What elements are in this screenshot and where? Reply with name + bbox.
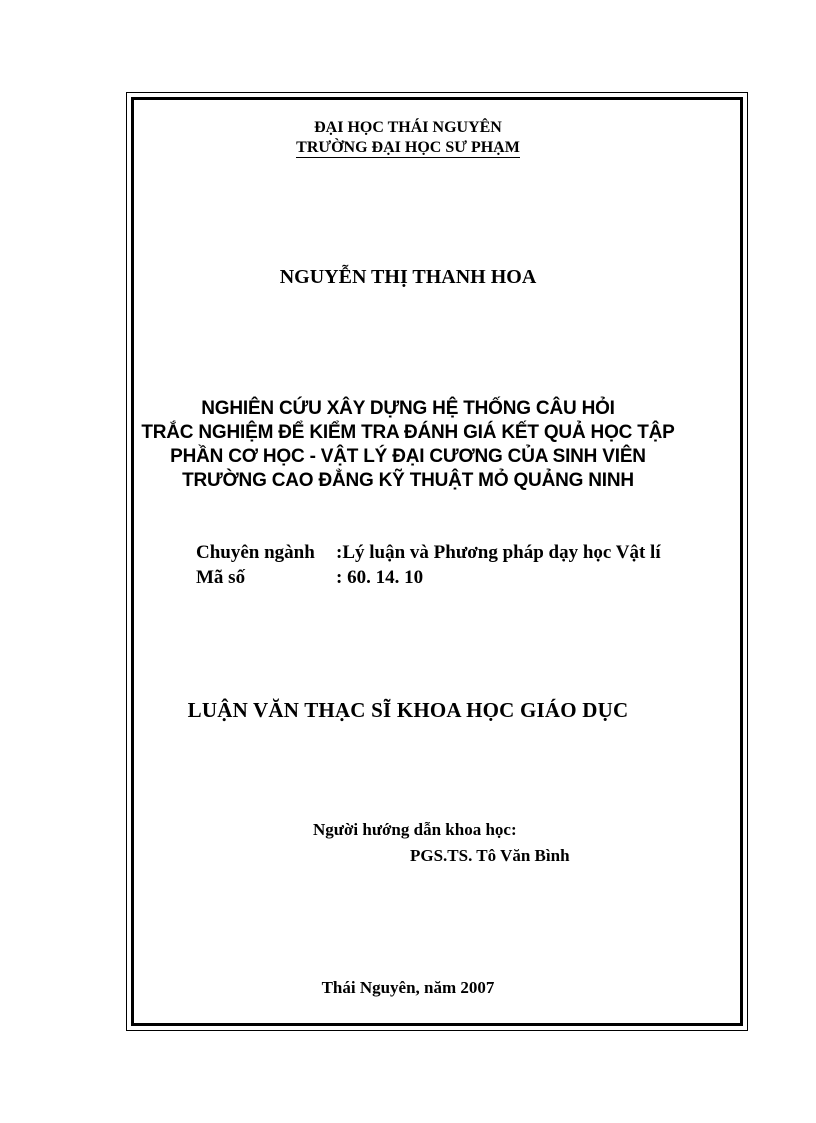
thesis-title-line-2: TRẮC NGHIỆM ĐỂ KIỂM TRA ĐÁNH GIÁ KẾT QUẢ HỌC TẬP (141, 422, 675, 443)
code-value: : 60. 14. 10 (336, 567, 424, 588)
program-info (196, 540, 661, 590)
code-label: Mã số (196, 567, 246, 588)
institution-header (0, 118, 816, 158)
thesis-title-line-3: PHẦN CƠ HỌC - VẬT LÝ ĐẠI CƯƠNG CỦA SINH VIÊN (170, 446, 646, 467)
supervisor-block (313, 817, 570, 869)
supervisor-name: PGS.TS. Tô Văn Bình (410, 846, 570, 865)
author-name: NGUYỄN THỊ THANH HOA (279, 266, 537, 288)
degree-title: LUẬN VĂN THẠC SĨ KHOA HỌC GIÁO DỤC (187, 698, 629, 722)
school-name: TRƯỜNG ĐẠI HỌC SƯ PHẠM (296, 139, 520, 156)
code-row (196, 565, 661, 590)
place-year: Thái Nguyên, năm 2007 (321, 978, 495, 997)
major-row (196, 540, 661, 565)
thesis-title-line-1: NGHIÊN CỨU XÂY DỰNG HỆ THỐNG CÂU HỎI (201, 398, 615, 419)
major-value: :Lý luận và Phương pháp dạy học Vật lí (336, 542, 661, 563)
major-label: Chuyên ngành (196, 542, 315, 563)
supervisor-label: Người hướng dẫn khoa học: (313, 820, 517, 839)
university-name: ĐẠI HỌC THÁI NGUYÊN (314, 119, 502, 136)
thesis-title-line-4: TRƯỜNG CAO ĐẲNG KỸ THUẬT MỎ QUẢNG NINH (182, 470, 634, 491)
thesis-title (0, 397, 816, 493)
